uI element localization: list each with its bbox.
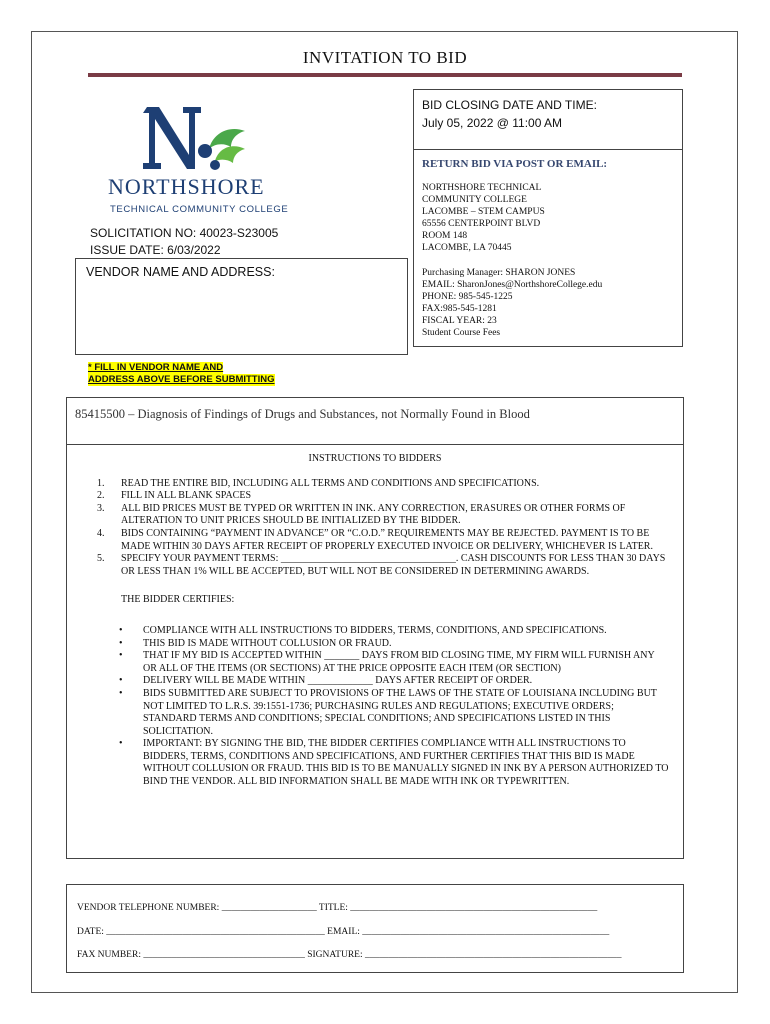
list-item: • COMPLIANCE WITH ALL INSTRUCTIONS TO BIDDERS, TERMS, CONDITIONS, AND SPECIFICATIONS. (119, 624, 607, 636)
return-address-line: COMMUNITY COLLEGE (422, 195, 527, 205)
fill-in-note (88, 362, 275, 386)
contact-line: FISCAL YEAR: 23 (422, 316, 497, 326)
bidder-certifies-heading: THE BIDDER CERTIFIES: (121, 594, 235, 606)
closing-value: July 05, 2022 @ 11:00 AM (422, 116, 563, 130)
fax-signature-field[interactable]: FAX NUMBER: __________________________________ SIGNATURE: ______________________________________________________ (77, 950, 622, 960)
note-line: * FILL IN VENDOR NAME AND (88, 362, 224, 373)
contact-line: Student Course Fees (422, 328, 501, 338)
list-item: • THAT IF MY BID IS ACCEPTED WITHIN _______ DAYS FROM BID CLOSING TIME, MY FIRM WILL FURNISH ANY OR ALL OF THE ITEMS (OR SECTIONS) AT THE PRICE OPPOSITE EACH ITEM (OR SECTION) (119, 650, 655, 674)
vendor-signature-box (66, 884, 684, 973)
note-line: ADDRESS ABOVE BEFORE SUBMITTING (88, 374, 275, 385)
list-item: 2. FILL IN ALL BLANK SPACES (97, 490, 252, 502)
return-address-line: ROOM 148 (422, 231, 468, 241)
instructions-box (66, 444, 684, 859)
instructions-list (67, 478, 683, 579)
list-item: 5. SPECIFY YOUR PAYMENT TERMS: ___________________________________. CASH DISCOUNTS FOR LESS THAN 30 DAYS OR LESS THAN 1% WILL BE ACCEPTED, BUT WILL NOT BE CONSIDERED IN DETERMINING AWARDS. (97, 553, 666, 577)
date-email-field[interactable]: DATE: ______________________________________________ EMAIL: ____________________________________________________ (77, 927, 610, 937)
bullet-icon: • (119, 687, 123, 699)
logo-name: NORTHSHORE (108, 174, 265, 199)
vendor-label: VENDOR NAME AND ADDRESS: (86, 265, 275, 279)
certification-list (67, 625, 683, 789)
list-item: • THIS BID IS MADE WITHOUT COLLUSION OR FRAUD. (119, 637, 392, 649)
bullet-icon: • (119, 650, 123, 662)
bullet-icon: • (119, 624, 123, 636)
contact-line: FAX:985-545-1281 (422, 304, 497, 314)
vendor-name-address-field[interactable] (75, 258, 408, 355)
contact-line: EMAIL: SharonJones@NorthshoreCollege.edu (422, 280, 603, 290)
list-item: • IMPORTANT: BY SIGNING THE BID, THE BIDDER CERTIFIES COMPLIANCE WITH ALL INSTRUCTIONS TO BIDDERS, TERMS, CONDITIONS AND SPECIFICATIONS, AND FURTHER CERTIFIES THAT THIS BID IS MADE WITHOUT COLLUSION OR FRAUD. THIS BID IS TO BE MANUALLY SIGNED IN INK BY A PERSON AUTHORIZED TO BIND THE VENDOR. ALL BID INFORMATION SHALL BE MADE WITH INK OR TYPEWRITTEN. (119, 738, 669, 788)
solicitation-info (90, 225, 278, 259)
college-logo (105, 103, 295, 218)
bullet-icon: • (119, 738, 123, 750)
title-divider (88, 73, 682, 77)
list-item: 4. BIDS CONTAINING “PAYMENT IN ADVANCE” OR “C.O.D.” REQUIREMENTS MAY BE REJECTED. PAYMENT IS TO BE MADE WITHIN 30 DAYS AFTER RECEIPT OF PROPERLY EXECUTED INVOICE OR DELIVERY, WHICHEVER IS LATER. (97, 527, 653, 552)
return-address-line: LACOMBE, LA 70445 (422, 243, 512, 253)
closing-section (414, 90, 682, 150)
list-item: 1. READ THE ENTIRE BID, INCLUDING ALL TERMS AND CONDITIONS AND SPECIFICATIONS. (97, 477, 540, 489)
contact-line: PHONE: 985-545-1225 (422, 292, 513, 302)
solicitation-number: SOLICITATION NO: 40023-S23005 (90, 226, 279, 240)
bid-description: 85415500 – Diagnosis of Findings of Drugs and Substances, not Normally Found in Blood (66, 397, 684, 445)
page-title: INVITATION TO BID (302, 48, 468, 67)
logo-subtitle: TECHNICAL COMMUNITY COLLEGE (110, 204, 289, 215)
contact-line: Purchasing Manager: SHARON JONES (422, 268, 576, 278)
instructions-heading: INSTRUCTIONS TO BIDDERS (308, 453, 442, 464)
return-heading: RETURN BID VIA POST OR EMAIL: (422, 158, 608, 170)
return-address-line: 65556 CENTERPOINT BLVD (422, 219, 541, 229)
list-item: 3. ALL BID PRICES MUST BE TYPED OR WRITTEN IN INK. ANY CORRECTION, ERASURES OR OTHER FORMS OF ALTERATION TO UNIT PRICES SHOULD BE INITIALIZED BY THE BIDDER. (97, 502, 626, 527)
list-item: • DELIVERY WILL BE MADE WITHIN _____________ DAYS AFTER RECEIPT OF ORDER. (119, 675, 533, 687)
bid-info-box (413, 89, 683, 347)
bullet-icon: • (119, 637, 123, 649)
issue-date: ISSUE DATE: 6/03/2022 (90, 243, 221, 257)
list-item: • BIDS SUBMITTED ARE SUBJECT TO PROVISIONS OF THE LAWS OF THE STATE OF LOUISIANA INCLUDING BUT NOT LIMITED TO L.R.S. 39:1551-1736; PURCHASING RULES AND REGULATIONS; EXECUTIVE ORDERS; STANDARD TERMS AND CONDITIONS; SPECIAL CONDITIONS; AND SPECIFICATIONS LISTED IN THIS SOLICITATION. (119, 687, 657, 737)
bullet-icon: • (119, 675, 123, 687)
return-section (414, 150, 682, 345)
closing-label: BID CLOSING DATE AND TIME: (422, 98, 597, 112)
return-address-line: NORTHSHORE TECHNICAL (422, 183, 542, 193)
telephone-title-field[interactable]: VENDOR TELEPHONE NUMBER: ____________________ TITLE: ____________________________________________________ (77, 903, 598, 913)
return-address-line: LACOMBE – STEM CAMPUS (422, 207, 545, 217)
